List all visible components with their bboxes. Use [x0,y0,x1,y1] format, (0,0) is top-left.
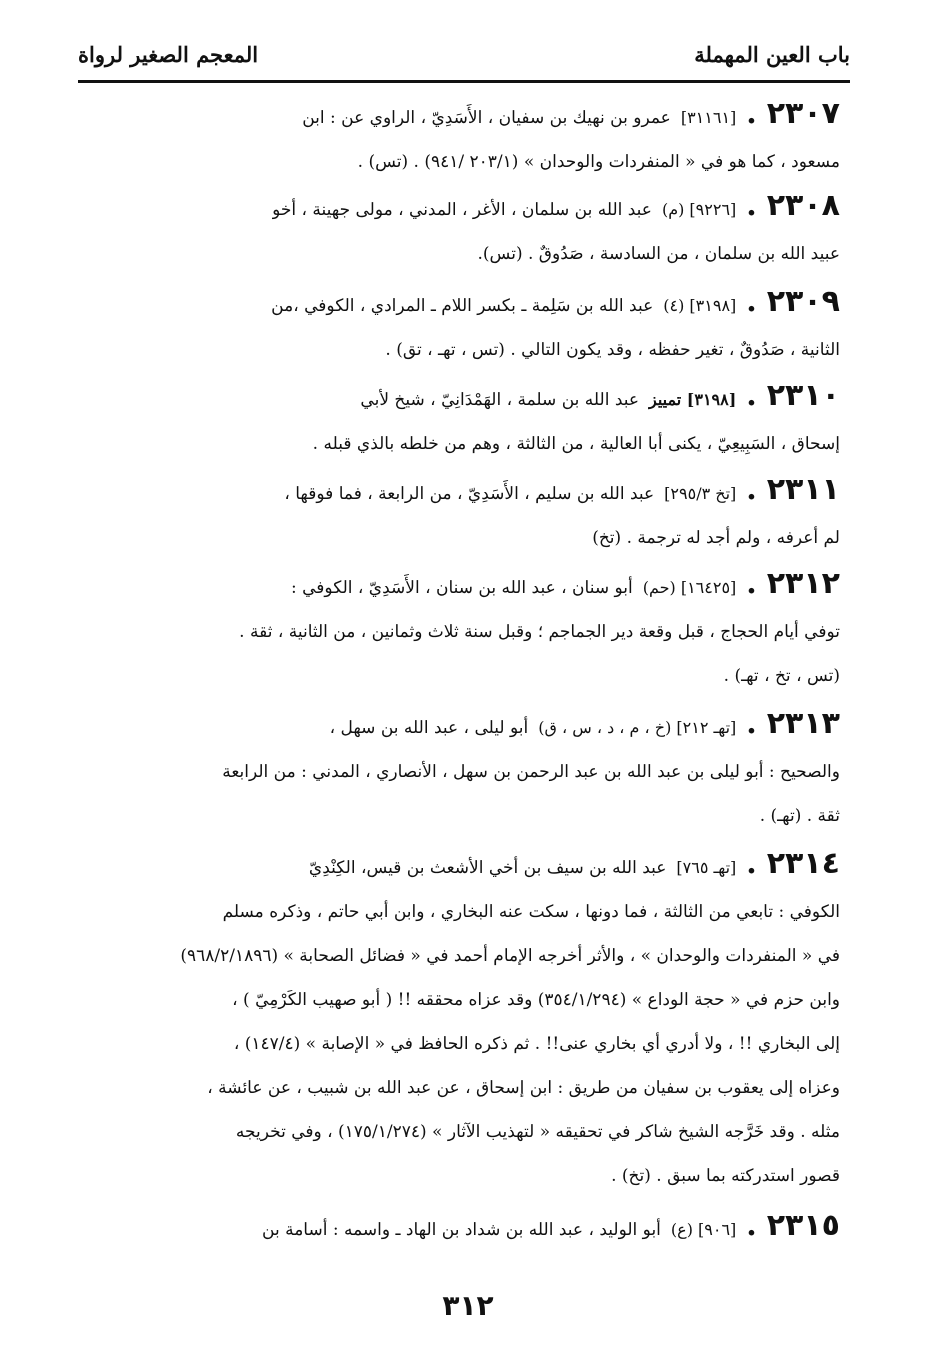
entry-line: مسعود ، كما هو في « المنفردات والوحدان » (٢٠٣/١ /٩٤١) . (تس) . [357,152,840,172]
entry-number: ٢٣١١ [766,472,840,507]
book-title: المعجم الصغير لرواة [78,41,259,67]
entry-head [80,468,840,516]
entry-line: وعزاه إلى يعقوب بن سفيان من طريق : ابن إسحاق ، عن عبد الله بن شبيب ، عن عائشة ، [207,1078,840,1098]
entry-line: إلى البخاري !! ، ولا أدري أي بخاري عنى!! . ثم ذكره الحافظ في « الإصابة » (١٤٧/٤) ، [233,1034,840,1054]
entry-first-line: أبو الوليد ، عبد الله بن شداد بن الهاد ـ واسمه : أسامة بن [262,1220,661,1240]
entry-head [80,562,840,610]
entry-line: وابن حزم في « حجة الوداع » (٣٥٤/١/٢٩٤) وقد عزاه محققه !! ( أبو صهيب الكَرْمِيّ ) ، [232,990,840,1010]
entry-number: ٢٣١٤ [766,846,840,881]
entry-reference: [٣١٩٨] (٤) [663,296,737,315]
entry-head [80,1204,840,1252]
entry-number: ٢٣١٢ [766,566,840,601]
entry-line: (تس ، تخ ، تهـ) . [723,666,840,686]
entry-dot: . [746,96,757,131]
entry-line: الكوفي : تابعي من الثالثة ، فما دونها ، سكت عنه البخاري ، وابن أبي حاتم ، وذكره مسلم [222,902,840,922]
entry-number: ٢٣١٥ [766,1208,840,1243]
entry-reference: [٣١١٦١] [680,108,737,127]
entry [80,92,840,184]
entry-reference: [١٦٤٢٥] (حم) [642,578,737,597]
entry [80,374,840,466]
entry-head [80,280,840,328]
entry-first-line: عبد الله بن سيف بن أخي الأشعث بن قيس، الكِنْدِيّ [308,858,667,878]
entry-first-line: عمرو بن نهيك بن سفيان ، الأَسَدِيّ ، الراوي عن : ابن [302,108,671,128]
entry-line: مثله . وقد خَرَّجه الشيخ شاكر في تحقيقه « لتهذيب الآثار » (١٧٥/١/٢٧٤) ، وفي تخريجه [235,1122,840,1142]
entry-number: ٢٣٠٨ [766,188,840,223]
entry-line: عبيد الله بن سلمان ، من السادسة ، صَدُوقٌ . (تس). [477,244,840,264]
entry [80,842,840,1198]
entry [80,702,840,838]
entry-number: ٢٣٠٩ [766,284,840,319]
entry-dot: . [746,706,757,741]
entry-first-line: عبد الله بن سليم ، الأَسَدِيّ ، من الرابعة ، فما فوقها ، [284,484,655,504]
entry-head [80,702,840,750]
entry-reference: [تهـ ٢١٢] (خ ، م ، د ، س ، ق) [538,718,737,737]
entry-first-line: أبو سنان ، عبد الله بن سنان ، الأَسَدِيّ ، الكوفي : [291,578,633,598]
header-divider [78,80,850,83]
entry-first-line: عبد الله بن سَلِمة ـ بكسر اللام ـ المرادي ، الكوفي ،من [271,296,654,316]
entry-number: ٢٣١٠ [766,378,840,413]
entry-dot: . [746,188,757,223]
entry-reference: [٣١٩٨] تمييز [649,390,737,409]
entry [80,280,840,372]
entry [80,184,840,276]
entry-first-line: عبد الله بن سلمان ، الأغر ، المدني ، مولى جهينة ، أخو [272,200,652,220]
entry-line: والصحيح : أبو ليلى بن عبد الله بن عبد الرحمن بن سهل ، الأنصاري ، المدني : من الرابعة [222,762,840,782]
entry-reference: [٩٠٦] (ع) [670,1220,737,1239]
entry-line: ثقة . (تهـ) . [759,806,840,826]
entry-line: إسحاق ، السَبِيعِيّ ، يكنى أبا العالية ، من الثالثة ، وهم من خلطه بالذي قبله . [312,434,840,454]
entry-number: ٢٣١٣ [766,706,840,741]
entry-dot: . [746,566,757,601]
entry-dot: . [746,472,757,507]
entry-head [80,374,840,422]
entry-dot: . [746,846,757,881]
entry-line: قصور استدركته بما سبق . (تخ) . [611,1166,840,1186]
page-number: ٣١٢ [442,1289,494,1322]
entry-dot: . [746,284,757,319]
entry-line: الثانية ، صَدُوقٌ ، تغير حفظه ، وقد يكون التالي . (تس ، تهـ ، تق) . [385,340,840,360]
entry-line: توفي أيام الحجاج ، قبل وقعة دير الجماجم ؛ وقبل سنة ثلاث وثمانين ، من الثانية ، ثقة . [239,622,840,642]
entry-head [80,842,840,890]
entry [80,1204,840,1252]
entry [80,562,840,698]
chapter-title: باب العين المهملة [694,41,850,67]
entry [80,468,840,560]
entry-dot: . [746,1208,757,1243]
entry-reference: [تخ ٢٩٥/٣] [664,484,737,503]
page-header [78,36,850,72]
entry-number: ٢٣٠٧ [766,96,840,131]
entry-dot: . [746,378,757,413]
entry-line: لم أعرفه ، ولم أجد له ترجمة . (تخ) [592,528,840,548]
entry-first-line: أبو ليلى ، عبد الله بن سهل ، [329,718,529,738]
entry-head [80,92,840,140]
entry-reference: [٩٢٢٦] (م) [661,200,737,219]
entry-head [80,184,840,232]
entry-first-line: عبد الله بن سلمة ، الهَمْدَانِيّ ، شيخ لأبي [360,390,640,410]
entry-reference: [تهـ ٧٦٥] [676,858,737,877]
entry-line: في « المنفردات والوحدان » ، والأثر أخرجه الإمام أحمد في « فضائل الصحابة » (٩٦٨/٢/١٨٩٦) [180,946,840,966]
